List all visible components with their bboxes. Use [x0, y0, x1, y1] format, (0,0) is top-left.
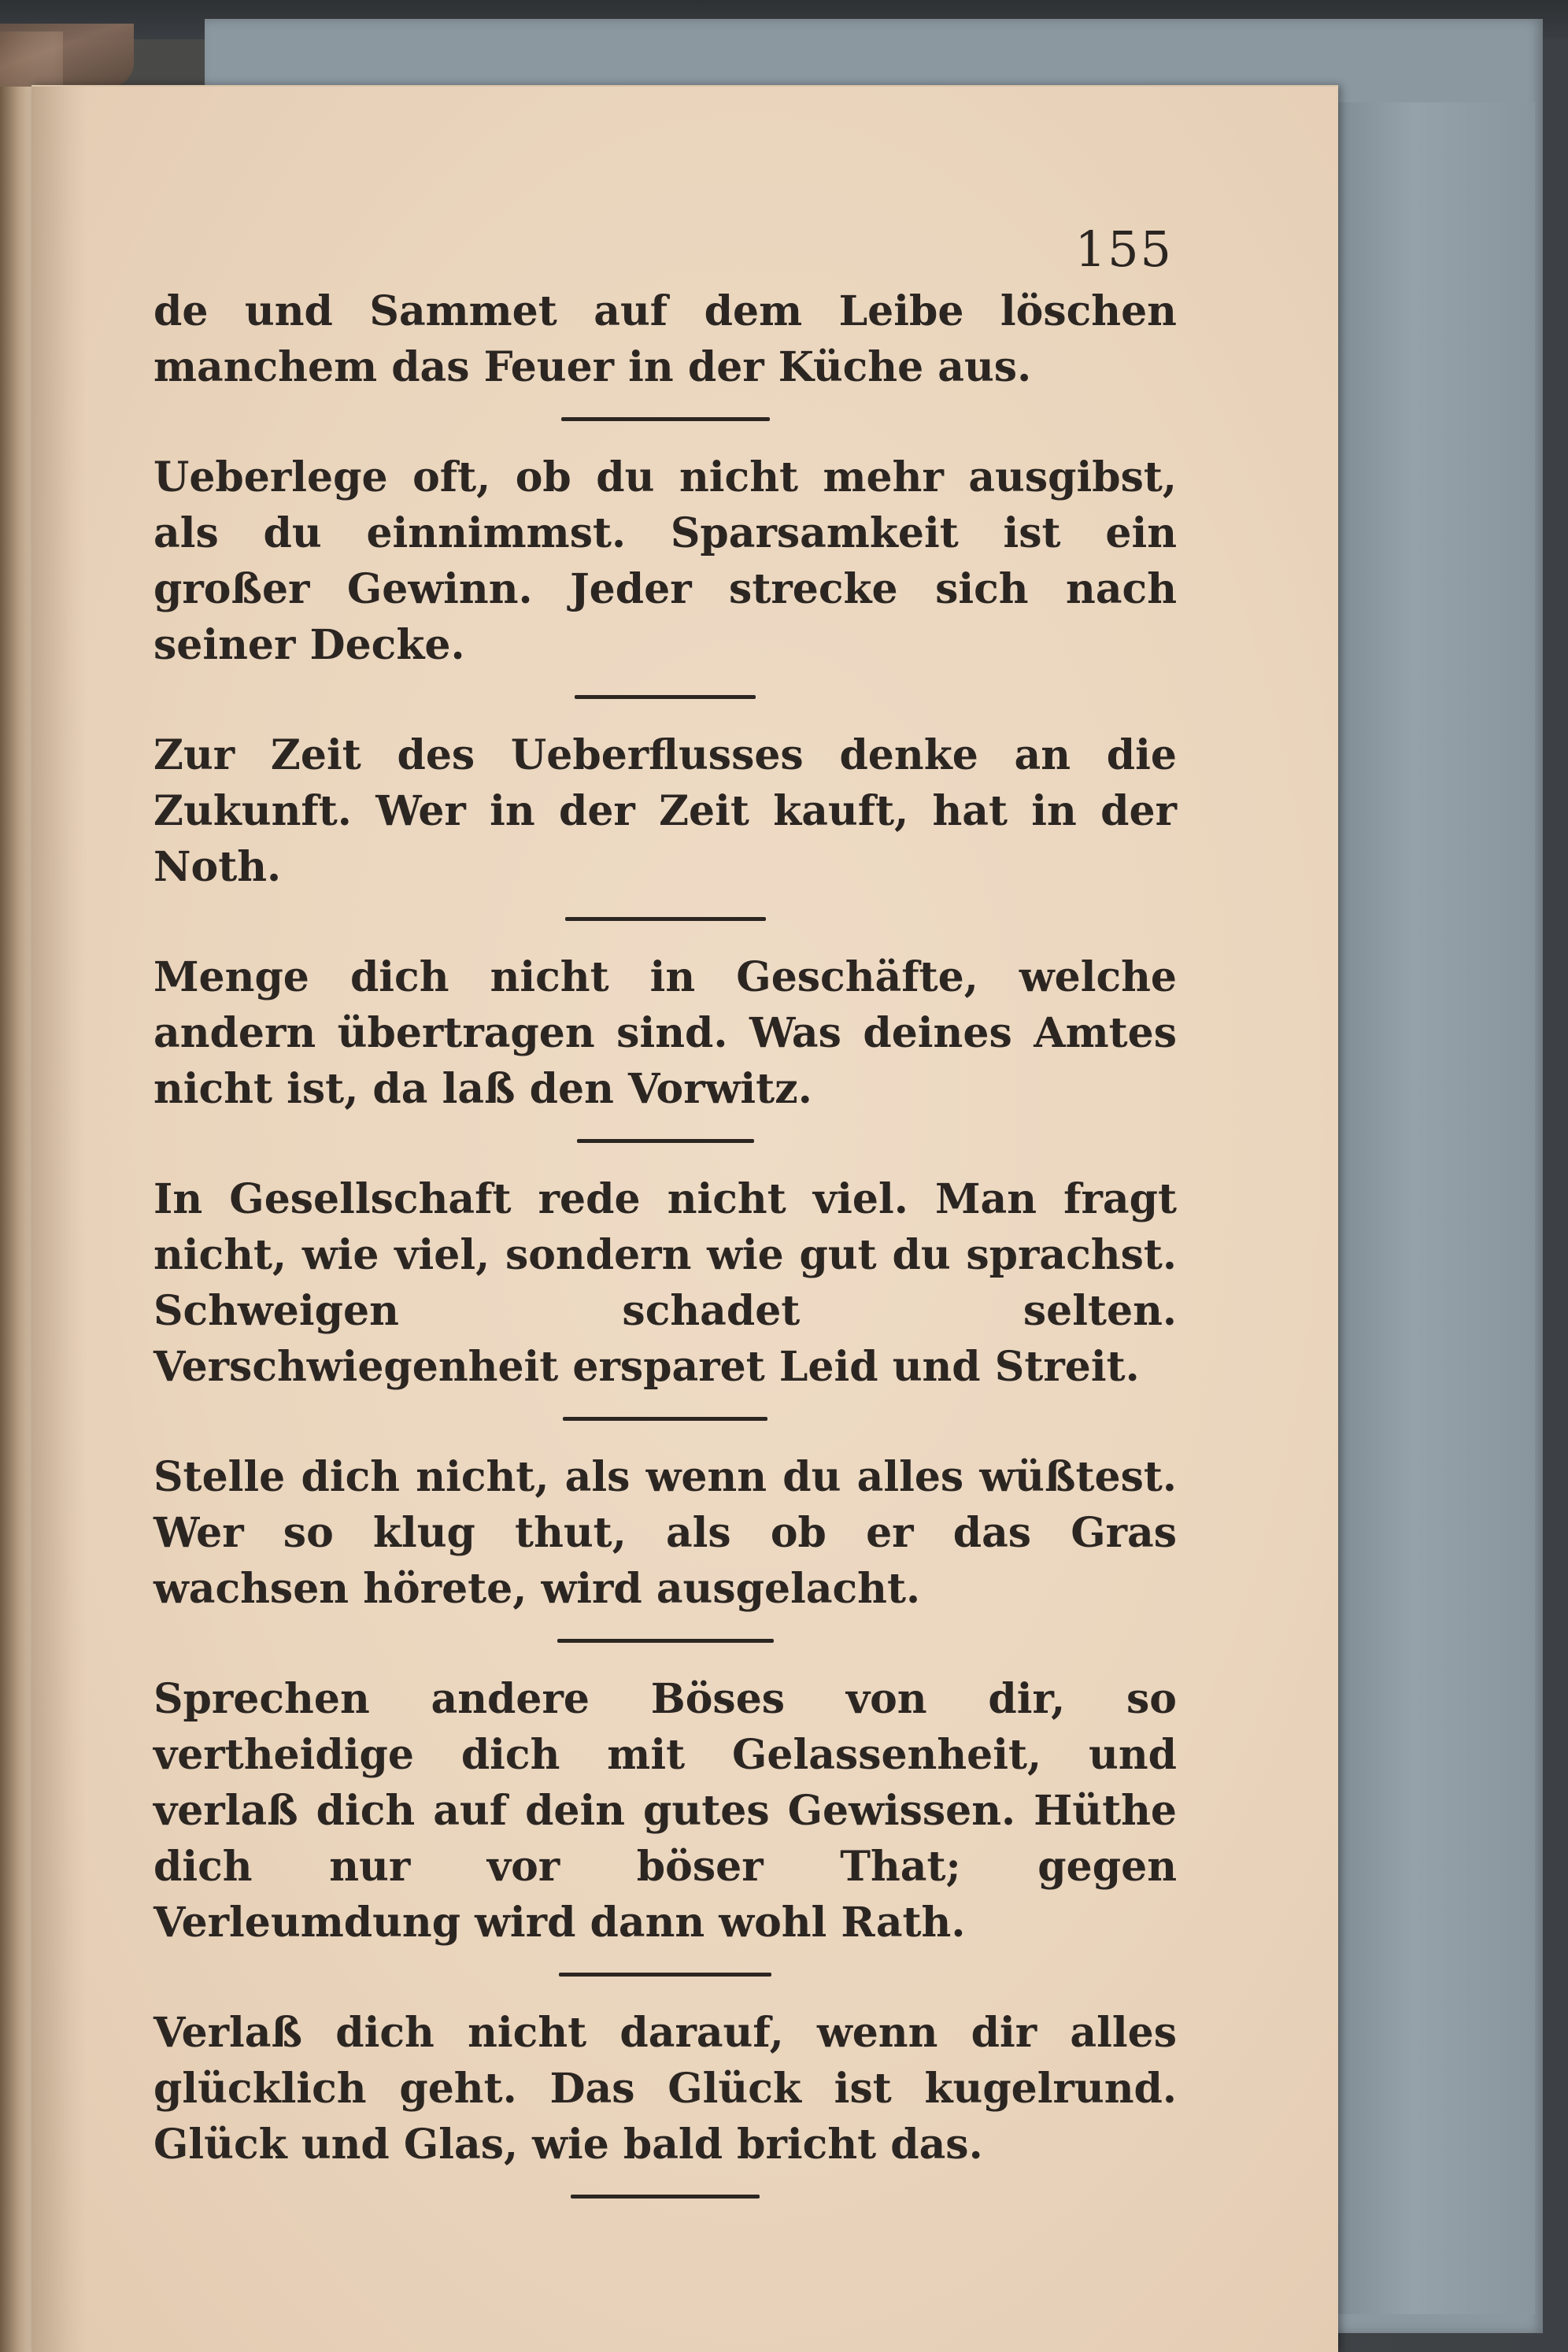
paragraph-6: Stelle dich nicht, als wenn du alles wüßtest. Wer so klug thut, als ob er das Gras wachsen hörete, wird ausgelacht.: [153, 1453, 1177, 1613]
separator-rule: [557, 1639, 774, 1643]
paragraph-4: Menge dich nicht in Geschäfte, welche andern übertragen sind. Was deines Amtes nicht ist, da laß den Vorwitz.: [153, 953, 1177, 1113]
separator-rule: [563, 1417, 767, 1421]
separator-rule: [575, 695, 756, 699]
book-page: [31, 85, 1338, 2352]
page-gutter-shadow: [31, 87, 87, 2352]
paragraph-5: In Gesellschaft rede nicht viel. Man fragt nicht, wie viel, sondern wie gut du sprachst. Schweigen schadet selten. Verschwiegenheit ersparet Leid und Streit.: [153, 1175, 1177, 1391]
page-text: [153, 283, 1177, 2227]
separator-rule: [565, 917, 766, 921]
separator-rule: [577, 1139, 754, 1143]
paragraph-3: Zur Zeit des Ueberflusses denke an die Zukunft. Wer in der Zeit kauft, hat in der Noth.: [153, 731, 1177, 891]
separator-rule: [559, 1973, 771, 1977]
paragraph-2: Ueberlege oft, ob du nicht mehr ausgibst, als du einnimmst. Sparsamkeit ist ein großer Gewinn. Jeder strecke sich nach seiner Decke.: [153, 453, 1177, 669]
separator-rule: [561, 417, 770, 421]
paragraph-1: de und Sammet auf dem Leibe löschen manchem das Feuer in der Küche aus.: [153, 287, 1177, 391]
paragraph-7: Sprechen andere Böses von dir, so vertheidige dich mit Gelassenheit, und verlaß dich auf dein gutes Gewissen. Hüthe dich nur vor böser That; gegen Verleumdung wird dann wohl Rath.: [153, 1675, 1177, 1947]
binding-cloth: [0, 24, 134, 87]
page-number: 155: [1074, 220, 1173, 278]
cover-board-edge: [1330, 102, 1535, 2314]
separator-rule: [571, 2195, 760, 2199]
paragraph-8: Verlaß dich nicht darauf, wenn dir alles glücklich geht. Das Glück ist kugelrund. Glück und Glas, wie bald bricht das.: [153, 2009, 1177, 2169]
